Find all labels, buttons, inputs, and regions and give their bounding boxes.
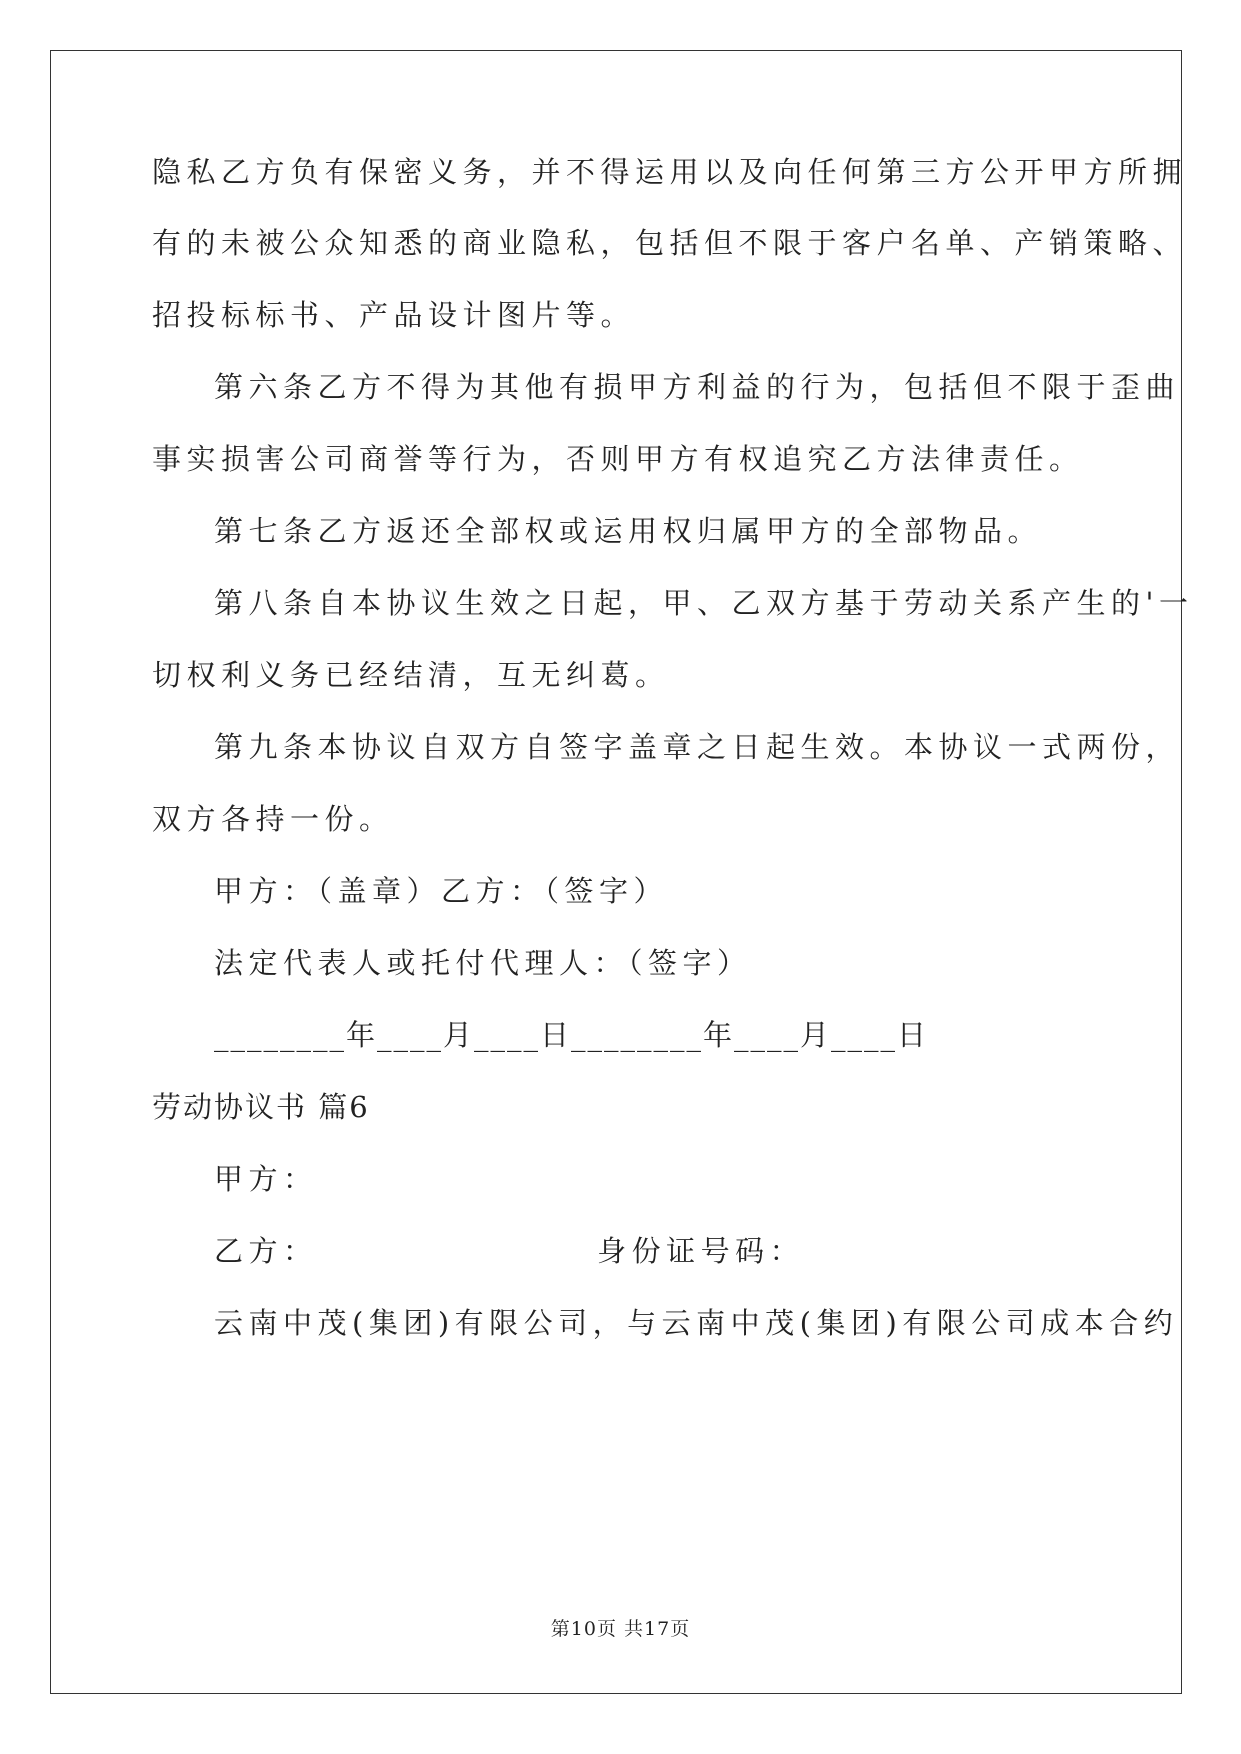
body-text-line: 双方各持一份。 xyxy=(152,802,394,836)
date-line: ________年____月____日________年____月____日 xyxy=(214,1018,929,1052)
clause-9: 第九条本协议自双方自签字盖章之日起生效。本协议一式两份， xyxy=(214,730,1181,764)
body-text-line: 隐私乙方负有保密义务，并不得运用以及向任何第三方公开甲方所拥 xyxy=(152,155,1188,189)
section-heading: 劳动协议书 篇6 xyxy=(152,1090,370,1124)
signature-parties-line: 甲方：（盖章）乙方：（签字） xyxy=(214,874,669,908)
clause-7: 第七条乙方返还全部权或运用权归属甲方的全部物品。 xyxy=(214,514,1043,548)
page-footer: 第10页 共17页 xyxy=(550,1618,691,1640)
party-b-line: 乙方： 身份证号码： xyxy=(214,1234,805,1268)
body-text-line: 切权利义务已经结清，互无纠葛。 xyxy=(152,658,670,692)
clause-8: 第八条自本协议生效之日起，甲、乙双方基于劳动关系产生的'一 xyxy=(214,586,1194,620)
legal-representative-line: 法定代表人或托付代理人：（签字） xyxy=(214,946,752,980)
party-a-line: 甲方： xyxy=(214,1162,318,1196)
body-text-line: 事实损害公司商誉等行为，否则甲方有权追究乙方法律责任。 xyxy=(152,442,1084,476)
clause-6: 第六条乙方不得为其他有损甲方利益的行为，包括但不限于歪曲 xyxy=(214,370,1181,404)
body-text-line: 招投标标书、产品设计图片等。 xyxy=(152,298,636,332)
body-text-line: 有的未被公众知悉的商业隐私，包括但不限于客户名单、产销策略、 xyxy=(152,226,1188,260)
body-text-line: 云南中茂(集团)有限公司，与云南中茂(集团)有限公司成本合约 xyxy=(214,1306,1179,1340)
